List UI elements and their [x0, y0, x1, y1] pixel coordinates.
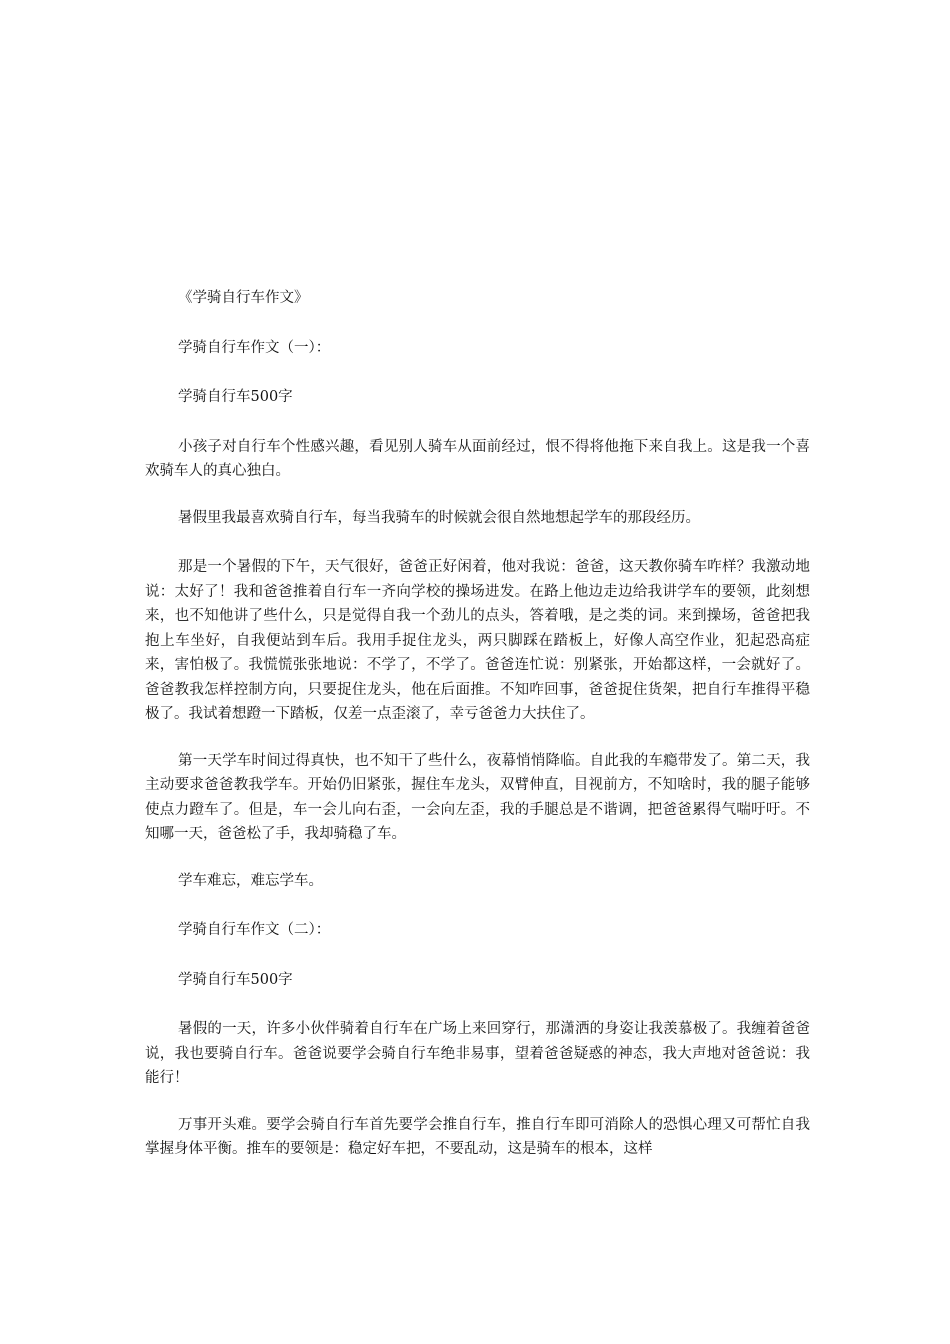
- essay-heading-1: 学骑自行车作文（一）：: [178, 339, 331, 356]
- paragraph: 万事开头难。要学会骑自行车首先要学会推自行车，推自行车即可消除人的恐惧心理又可帮忙自我掌握身体平衡。推车的要领是：稳定好车把，不要乱动，这是骑车的根本，这样: [145, 1116, 810, 1157]
- document-title: 《学骑自行车作文》: [178, 290, 309, 306]
- document-body: [145, 286, 810, 1184]
- essay-subtitle-2: 学骑自行车500字: [178, 971, 293, 988]
- paragraph: 那是一个暑假的下午，天气很好，爸爸正好闲着，他对我说：爸爸，这天教你骑车咋样？我激动地说：太好了！我和爸爸推着自行车一齐向学校的操场进发。在路上他边走边给我讲学车的要领，此刻想来，也不知他讲了些什么，只是觉得自我一个劲儿的点头，答着哦，是之类的词。来到操场，爸爸把我抱上车坐好，自我便站到车后。我用手捉住龙头，两只脚踩在踏板上，好像人高空作业，犯起恐高症来，害怕极了。我慌慌张张地说：不学了，不学了。爸爸连忙说：别紧张，开始都这样，一会就好了。爸爸教我怎样控制方向，只要捉住龙头，他在后面推。不知咋回事，爸爸捉住货架，把自行车推得平稳极了。我试着想蹬一下踏板，仅差一点歪滚了，幸亏爸爸力大扶住了。: [145, 559, 810, 722]
- essay-subtitle-1: 学骑自行车500字: [178, 389, 293, 405]
- paragraph: 暑假里我最喜欢骑自行车，每当我骑车的时候就会很自然地想起学车的那段经历。: [178, 509, 700, 526]
- paragraph: 第一天学车时间过得真快，也不知干了些什么，夜幕悄悄降临。自此我的车瘾带发了。第二天，我主动要求爸爸教我学车。开始仍旧紧张，握住车龙头，双臂伸直，目视前方，不知啥时，我的腿子能够使点力蹬车了。但是，车一会儿向右歪，一会向左歪，我的手腿总是不谐调，把爸爸累得气喘吁吁。不知哪一天，爸爸松了手，我却骑稳了车。: [145, 752, 810, 842]
- essay-heading-2: 学骑自行车作文（二）：: [178, 922, 331, 938]
- paragraph: 暑假的一天，许多小伙伴骑着自行车在广场上来回穿行，那潇洒的身姿让我羡慕极了。我缠着爸爸说，我也要骑自行车。爸爸说要学会骑自行车绝非易事，望着爸爸疑惑的神态，我大声地对爸爸说：我能行！: [145, 1021, 810, 1086]
- paragraph: 学车难忘，难忘学车。: [178, 872, 323, 889]
- paragraph: 小孩子对自行车个性感兴趣，看见别人骑车从面前经过，恨不得将他拖下来自我上。这是我一个喜欢骑车人的真心独白。: [145, 438, 810, 479]
